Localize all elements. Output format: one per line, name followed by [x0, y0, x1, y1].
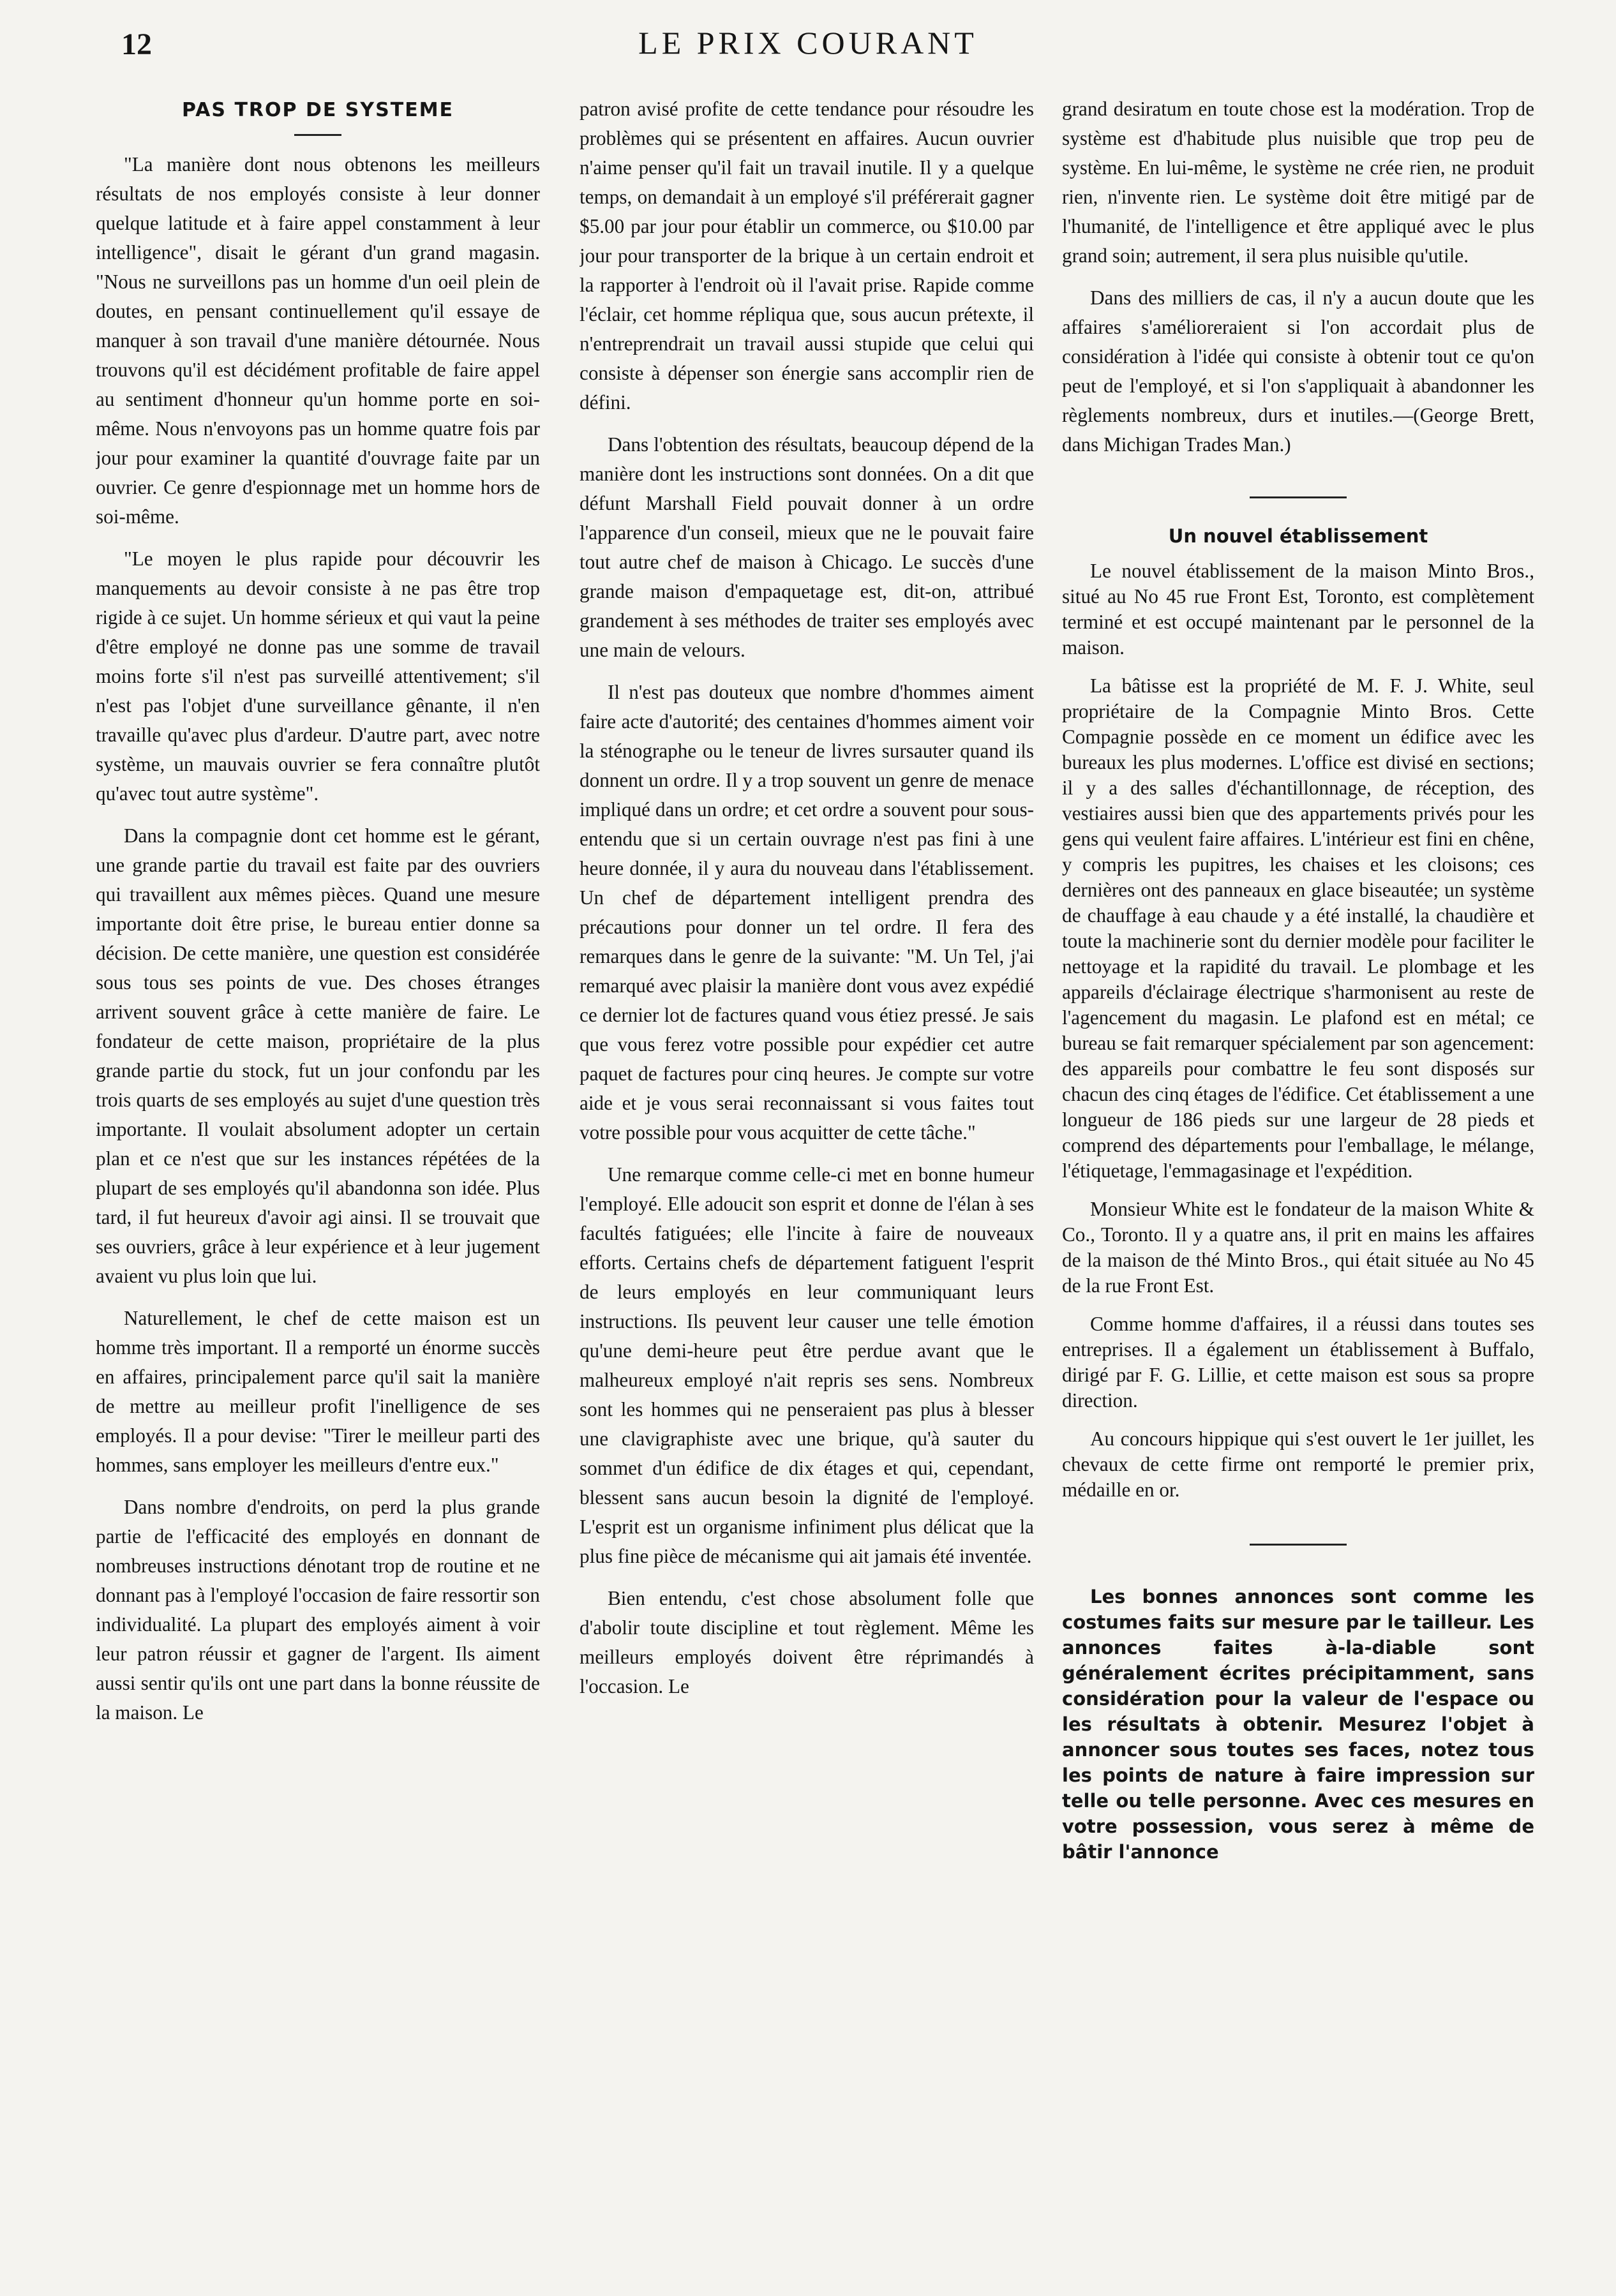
article-paragraph: "La manière dont nous obtenons les meilleurs résultats de nos employés consiste à leur donner quelque latitude et à faire appel constamment à leur intelligence", disait le gérant d'un grand magasin. "Nous ne surveillons pas un homme d'un oeil plein de doutes, en pensant continuellement qu'il essaye de manquer à son travail d'une manière détournée. Nous trouvons qu'il est décidément profitable de faire appel au sentiment d'honneur qu'un homme porte en soi-même. Nous n'envoyons pas un homme quatre fois par jour pour examiner la quantité d'ouvrage faite par un ouvrier. Ce genre d'espionnage met un homme hors de soi-même. [96, 153, 540, 528]
advertisement-text: Les bonnes annonces sont comme les costumes faits sur mesure par le tailleur. Les annonces faites à-la-diable sont généralement écrites précipitamment, sans considération pour la valeur de l'espace ou les résultats à obtenir. Mesurez l'objet à annoncer sous toutes ses faces, notez tous les points de nature à faire impression sur telle ou telle personne. Avec ces mesures en votre possession, vous serez à même de bâtir l'annonce [1062, 1586, 1534, 1863]
page-header [0, 22, 1616, 66]
article-paragraph: Dans nombre d'endroits, on perd la plus grande partie de l'efficacité des employés en donnant de nombreuses instructions dénotant trop de routine et ne donnant pas à l'employé l'occasion de faire ressortir son individualité. La plupart des employés aiment à voir leur patron réussir et gagner de l'argent. Ils aiment aussi sentir qu'ils ont une part dans la bonne réussite de la maison. Le [96, 1496, 540, 1724]
section-divider [1250, 496, 1347, 498]
article-paragraph: Dans des milliers de cas, il n'y a aucun doute que les affaires s'amélioreraient si l'on accordait plus de considération à l'idée qui consiste à obtenir tout ce qu'on peut de l'employé, et si l'on s'appliquait à abandonner les règlements nombreux, durs et inutiles.—(George Brett, dans Michigan Trades Man.) [1062, 287, 1534, 456]
article-paragraph: Il n'est pas douteux que nombre d'hommes aiment faire acte d'autorité; des centaines d'hommes aiment voir la sténographe ou le teneur de livres sursauter quand ils donnent un ordre. Il y a trop souvent un genre de menace impliqué dans un ordre; et cet ordre a souvent pour sous-entendu que si un certain ouvrage n'est pas fini à une heure donnée, il y aura du nouveau dans l'établissement. Un chef de département intelligent prendra des précautions pour donner un tel ordre. Il fera des remarques dans le genre de la suivante: "M. Un Tel, j'ai remarqué avec plaisir la manière dont vous avez expédié ce dernier lot de factures quand vous étiez pressé. Je sais que vous ferez votre possible pour expédier cet autre paquet de factures pour cinq heures. Je compte sur votre aide et je vous serai reconnaissant si vous faites tout votre possible pour vous acquitter de cette tâche." [580, 681, 1034, 1144]
section-title: Un nouvel établissement [1168, 525, 1428, 547]
article-paragraph: Bien entendu, c'est chose absolument folle que d'abolir toute discipline et tout règlement. Même les meilleurs employés doivent être réprimandés à l'occasion. Le [580, 1587, 1034, 1697]
article-paragraph: patron avisé profite de cette tendance pour résoudre les problèmes qui se présentent en affaires. Aucun ouvrier n'aime penser qu'il fait un travail inutile. Il y a quelque temps, on demandait à un employé s'il préférerait gagner $5.00 par jour pour établir un commerce, ou $10.00 par jour pour transporter de la brique à un certain endroit et la rapporter à l'endroit où il l'avait prise. Rapide comme l'éclair, cet homme répliqua que, sous aucun prétexte, il n'entreprendrait un travail aussi stupide que celui qui consiste à dépenser son énergie sans accomplir rien de défini. [580, 98, 1034, 414]
article-paragraph: Dans l'obtention des résultats, beaucoup dépend de la manière dont les instructions sont données. On a dit que défunt Marshall Field pouvait donner à un ordre l'apparence d'un conseil, mieux que ne le pouvait faire tout autre chef de maison à Chicago. Le succès d'une grande maison d'empaquetage est, dit-on, attribué grandement à ses méthodes de traiter ses employés avec une main de velours. [580, 433, 1034, 661]
section-paragraph: Au concours hippique qui s'est ouvert le 1er juillet, les chevaux de cette firme ont remporté le premier prix, médaille en or. [1062, 1428, 1534, 1501]
article-paragraph: grand desiratum en toute chose est la modération. Trop de système est d'habitude plus nuisible que trop peu de système. En lui-même, le système ne crée rien, ne produit rien, n'invente rien. Le système doit être mitigé par de l'humanité, de l'intelligence et être appliqué avec le plus grand soin; autrement, il sera plus nuisible qu'utile. [1062, 98, 1534, 267]
article-paragraph: Dans la compagnie dont cet homme est le gérant, une grande partie du travail est faite par des ouvriers qui travaillent aux mêmes pièces. Quand une mesure importante doit être prise, le bureau entier donne sa décision. De cette manière, une question est considérée sous tous ses points de vue. Des choses étranges arrivent souvent grâce à cette manière de faire. Le fondateur de cette maison, propriétaire de la plus grande partie du stock, fut un jour confondu par les trois quarts de ses employés au sujet d'une question très importante. Il voulait absolument adopter un certain plan et ce n'est que sur les instances répétées de la plupart de ses employés qu'il abandonna son idée. Plus tard, il fut heureux d'avoir agi ainsi. Il se trouvait que ses ouvriers, grâce à leur expérience et à leur jugement avaient vu plus loin que lui. [96, 824, 540, 1287]
publication-title: LE PRIX COURANT [638, 25, 978, 61]
ad-divider [1250, 1544, 1347, 1546]
column-2 [580, 94, 1034, 2264]
section-paragraph: La bâtisse est la propriété de M. F. J. White, seul propriétaire de la Compagnie Minto Bros. Cette Compagnie possède en ce moment un édifice avec les bureaux les plus modernes. L'office est divisé en sections; il y a des salles d'échantillonnage, de réception, des vestiaires aussi bien que des appartements privés pour les gens qui veulent faire affaires. L'intérieur est fini en chêne, y compris les pupitres, les chaises et les cloisons; ces dernières ont des panneaux en glace biseautée; un système de chauffage à eau chaude y a été installé, la chaudière et toute la machinerie sont du dernier modèle pour faciliter le nettoyage et la rapidité du travail. Le plombage et les appareils d'éclairage électrique s'harmonisent au reste de l'agencement du magasin. Le plafond est en métal; ce bureau se fait remarquer spécialement par son agencement: des appareils pour combattre le feu sont disposés sur chacun des cinq étages de l'édifice. Cet établissement a une longueur de 186 pieds sur une largeur de 28 pieds et comprend des départements pour l'emballage, le mélange, l'étiquetage, l'emmagasinage et l'expédition. [1062, 675, 1534, 1182]
section-paragraph: Le nouvel établissement de la maison Minto Bros., situé au No 45 rue Front Est, Toronto, est complètement terminé et est occupé maintenant par le personnel de la maison. [1062, 560, 1534, 659]
section-paragraph: Comme homme d'affaires, il a réussi dans toutes ses entreprises. Il a également un établissement à Buffalo, dirigé par F. G. Lillie, et cette maison est sous sa propre direction. [1062, 1313, 1534, 1412]
section-paragraph: Monsieur White est le fondateur de la maison White & Co., Toronto. Il y a quatre ans, il prit en mains les affaires de la maison de thé Minto Bros., qui était située au No 45 de la rue Front Est. [1062, 1198, 1534, 1297]
column-3 [1062, 94, 1534, 2264]
page-number: 12 [121, 27, 152, 61]
article-paragraph: Une remarque comme celle-ci met en bonne humeur l'employé. Elle adoucit son esprit et donne de l'élan à ses facultés fatiguées; elle l'incite à faire de nouveaux efforts. Certains chefs de département fatiguent l'esprit de leurs employés en leur communiquant leurs instructions. Ils peuvent leur causer une telle émotion qu'une demi-heure peut être perdue avant que le malheureux employé n'ait repris ses sens. Nombreux sont les hommes qui ne penseraient pas plus à blesser une clavigraphiste avec une brique, qu'à sauter du sommet d'un édifice de dix étages et qui, cependant, blessent sans aucun besoin la dignité de l'employé. L'esprit est un organisme infiniment plus délicat que la plus fine pièce de mécanisme qui ait jamais été inventée. [580, 1163, 1034, 1567]
column-1 [96, 94, 540, 2264]
title-rule [294, 134, 341, 136]
article-title: PAS TROP DE SYSTEME [181, 99, 454, 121]
article-paragraph: "Le moyen le plus rapide pour découvrir les manquements au devoir consiste à ne pas être trop rigide à ce sujet. Un homme sérieux et qui vaut la peine d'être employé ne donne pas une somme de travail moins forte s'il n'est pas surveillé attentivement; s'il n'est pas l'objet d'une surveillance gênante, il n'en travaille qu'avec plus d'ardeur. D'autre part, avec notre système, un mauvais ouvrier se fera connaître plutôt qu'avec tout autre système". [96, 548, 540, 805]
article-paragraph: Naturellement, le chef de cette maison est un homme très important. Il a remporté un énorme succès en affaires, principalement parce qu'il sait la manière de mettre au meilleur profit l'inelligence de ses employés. Il a pour devise: "Tirer le meilleur parti des hommes, sans employer les meilleurs d'entre eux." [96, 1307, 540, 1476]
